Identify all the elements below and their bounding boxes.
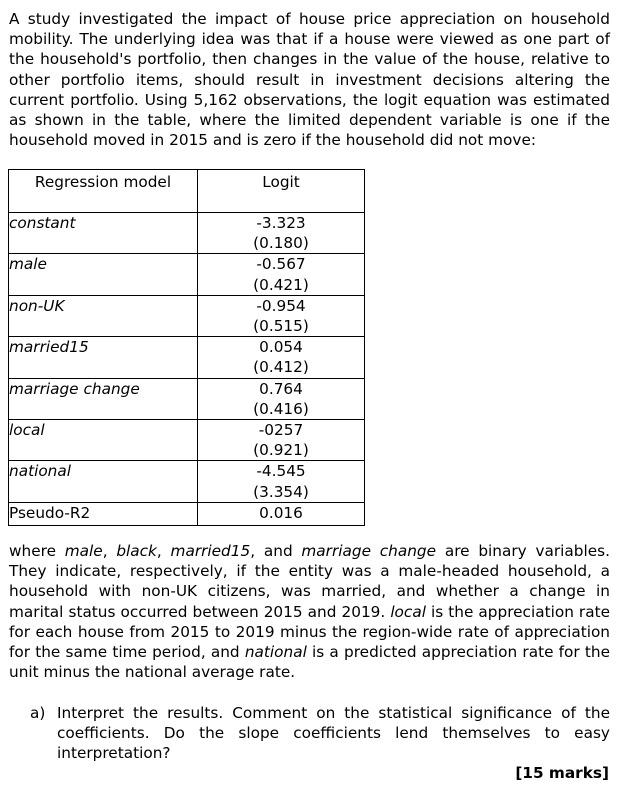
coefficient-cell — [198, 378, 365, 419]
coefficient: -0.954 — [256, 296, 306, 315]
table-row — [9, 420, 365, 461]
header-regression-model: Regression model — [9, 170, 198, 213]
header-logit: Logit — [198, 170, 365, 213]
coefficient-cell — [198, 254, 365, 295]
pseudo-r2-value: 0.016 — [198, 502, 365, 525]
table-header-row — [9, 170, 365, 213]
variable-name: constant — [9, 213, 198, 254]
variable-name: national — [9, 461, 198, 502]
table-row — [9, 213, 365, 254]
coefficient-cell — [198, 295, 365, 336]
coefficient-cell — [198, 461, 365, 502]
variable-name: married15 — [9, 337, 198, 378]
variable-marriage-change: marriage change — [301, 542, 437, 560]
standard-error: (3.354) — [253, 482, 309, 501]
coefficient: -0.567 — [256, 255, 306, 274]
text-run: where — [9, 542, 65, 560]
text-run: is a predicted appreciation rate for the unit minus the national average rate. — [9, 643, 610, 682]
variable-national: national — [244, 643, 307, 662]
coefficient: -0257 — [258, 421, 304, 440]
variable-name: marriage change — [9, 378, 198, 419]
intro-paragraph: A study investigated the impact of house price appreciation on household mobility. The underlying idea was that if a house were viewed as one part of the household's portfolio, then changes in the value of the house, relative to other portfolio items, should result in investment decisions altering the current portfolio. Using 5,162 observations, the logit equation was estimated as shown in the table, where the limited dependent variable is one if the household moved in 2015 and is zero if the household did not move: — [9, 10, 610, 150]
coefficient-cell — [198, 213, 365, 254]
standard-error: (0.416) — [253, 399, 309, 418]
standard-error: (0.180) — [253, 234, 309, 253]
table-row — [9, 461, 365, 502]
coefficient: 0.764 — [259, 379, 303, 398]
variable-married15: married15 — [170, 542, 251, 560]
pseudo-r2-row — [9, 502, 365, 525]
text-run: is the appreciation rate for each house from 2015 to 2019 minus the region-wide rate of appreciation for the same time period, and — [9, 602, 611, 662]
definitions-paragraph — [9, 541, 610, 682]
regression-table — [8, 169, 365, 526]
text-run: , — [102, 542, 117, 560]
marks-label: [15 marks] — [515, 764, 609, 782]
coefficient: 0.054 — [259, 338, 303, 357]
standard-error: (0.921) — [253, 441, 309, 460]
coefficient: -3.323 — [256, 214, 306, 232]
standard-error: (0.515) — [253, 317, 309, 336]
variable-name: local — [9, 420, 198, 461]
question-text: Interpret the results. Comment on the statistical significance of the coefficients. Do the slope coefficients lend themselves to easy interpretation? — [57, 704, 610, 763]
table-row — [9, 337, 365, 378]
text-run: are binary variables. They indicate, respectively, if the entity was a male-headed household, a household with non-UK citizens, was married, and whether a change in marital status occurred between 2015 and 2019. — [9, 542, 610, 621]
variable-name: non-UK — [9, 295, 198, 336]
question-a — [30, 703, 610, 764]
table-row — [9, 254, 365, 295]
coefficient-cell — [198, 420, 365, 461]
pseudo-r2-label: Pseudo-R2 — [9, 502, 198, 525]
variable-male: male — [64, 542, 103, 560]
question-label: a) — [30, 704, 46, 722]
standard-error: (0.412) — [253, 358, 309, 377]
standard-error: (0.421) — [253, 275, 309, 294]
text-run: , — [156, 542, 171, 560]
table-row — [9, 378, 365, 419]
table-row — [9, 295, 365, 336]
coefficient: -4.545 — [256, 462, 306, 481]
coefficient-cell — [198, 337, 365, 378]
variable-black: black — [116, 542, 157, 560]
text-run: , and — [250, 542, 302, 560]
variable-name: male — [9, 254, 198, 295]
variable-local: local — [390, 602, 426, 621]
